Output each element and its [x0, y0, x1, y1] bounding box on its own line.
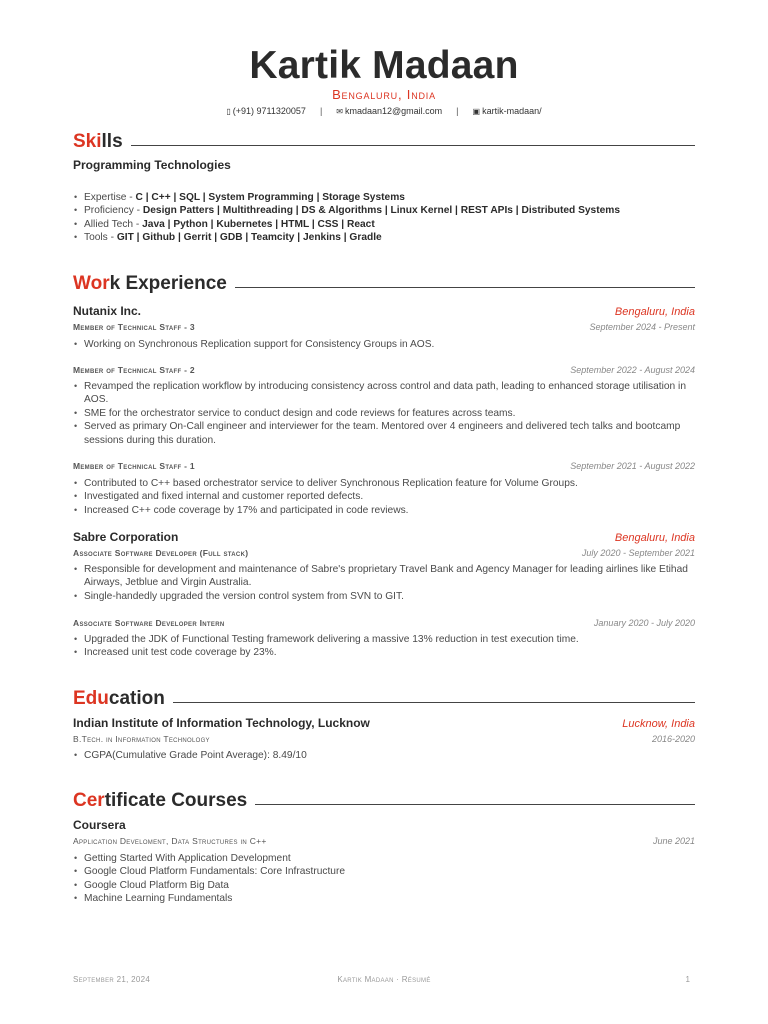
linkedin-icon: ▣	[472, 107, 481, 116]
course-title: Application Develoment, Data Structures in C++	[73, 836, 267, 846]
email-contact[interactable]	[336, 106, 442, 116]
section-title: Work Experience	[73, 273, 227, 294]
list-item: • Machine Learning Fundamentals	[73, 892, 695, 905]
list-item: • Expertise - C | C++ | SQL | System Programming | Storage Systems	[73, 191, 695, 204]
role-bullets	[73, 338, 695, 351]
role-title: Member of Technical Staff - 3	[73, 322, 195, 332]
degree-dates: 2016-2020	[651, 734, 695, 744]
list-item: • Proficiency - Design Patters | Multithreading | DS & Algorithms | Linux Kernel | REST APIs | Distributed Systems	[73, 204, 695, 217]
list-item: • Contributed to C++ based orchestrator service to deliver Synchronous Replication feature for Volume Groups.	[73, 477, 695, 490]
list-item: • Upgraded the JDK of Functional Testing framework delivering a massive 13% reduction in test execution time.	[73, 633, 695, 646]
candidate-location: Bengaluru, India	[332, 87, 436, 102]
role-dates: September 2024 - Present	[589, 322, 695, 332]
employer-row	[73, 530, 695, 544]
section-title: Education	[73, 688, 165, 709]
list-item: • Google Cloud Platform Big Data	[73, 879, 695, 892]
role-row	[73, 461, 695, 471]
list-item: • Increased unit test code coverage by 23%.	[73, 646, 695, 659]
course-date: June 2021	[652, 836, 695, 846]
list-item: • Working on Synchronous Replication support for Consistency Groups in AOS.	[73, 338, 695, 351]
role-title: Member of Technical Staff - 2	[73, 365, 195, 375]
degree-title: B.Tech. in Information Technology	[73, 734, 210, 744]
linkedin-contact[interactable]	[473, 106, 542, 116]
employer-row	[73, 304, 695, 318]
section-rule	[173, 702, 695, 703]
role-dates: September 2021 - August 2022	[570, 461, 695, 471]
list-item: • Responsible for development and maintenance of Sabre's proprietary Travel Bank and Agency Manager for leading airlines like Etihad Airways, Jetblue and Virgin Australia.	[73, 563, 695, 590]
role-bullets	[73, 477, 695, 517]
list-item: • Tools - GIT | Github | Gerrit | GDB | Teamcity | Jenkins | Gradle	[73, 231, 695, 244]
education-bullets	[73, 749, 695, 762]
degree-row	[73, 734, 695, 744]
phone-number: (+91) 9711320057	[232, 106, 306, 116]
role-title: Member of Technical Staff - 1	[73, 461, 195, 471]
candidate-name: Kartik Madaan	[249, 44, 519, 87]
employer-location: Bengaluru, India	[614, 532, 695, 544]
list-item: • Google Cloud Platform Fundamentals: Core Infrastructure	[73, 865, 695, 878]
separator: |	[456, 106, 459, 116]
footer-title: Kartik Madaan · Résumé	[337, 975, 431, 984]
role-row	[73, 322, 695, 332]
role-title: Associate Software Developer Intern	[73, 618, 225, 628]
provider-row	[73, 818, 695, 832]
section-certificate-courses	[73, 790, 695, 812]
section-rule	[131, 145, 695, 146]
skills-list	[73, 191, 695, 245]
list-item: • Allied Tech - Java | Python | Kubernetes | HTML | CSS | React	[73, 218, 695, 231]
section-skills	[73, 131, 695, 153]
role-bullets	[73, 563, 695, 603]
employer-name: Nutanix Inc.	[73, 304, 142, 318]
provider-name: Coursera	[73, 818, 126, 832]
section-rule	[235, 287, 695, 288]
certificate-bullets	[73, 852, 695, 906]
section-rule	[255, 804, 695, 805]
section-title: Skills	[73, 131, 123, 152]
skills-subtitle: Programming Technologies	[73, 158, 231, 172]
role-row	[73, 548, 695, 558]
phone-icon: ▯	[226, 107, 231, 116]
list-item: • Investigated and fixed internal and customer reported defects.	[73, 490, 695, 503]
contact-bar	[73, 106, 695, 116]
envelope-icon: ✉	[336, 107, 343, 116]
resume-page	[73, 0, 695, 1024]
linkedin-handle: kartik-madaan/	[482, 106, 542, 116]
school-name: Indian Institute of Information Technology, Lucknow	[73, 716, 370, 730]
section-work-experience	[73, 273, 695, 295]
role-row	[73, 365, 695, 375]
role-dates: September 2022 - August 2024	[570, 365, 695, 375]
section-title: Certificate Courses	[73, 790, 248, 811]
role-bullets	[73, 380, 695, 447]
list-item: • Single-handedly upgraded the version control system from SVN to GIT.	[73, 590, 695, 603]
separator: |	[319, 106, 323, 116]
role-row	[73, 618, 695, 628]
list-item: • Served as primary On-Call engineer and interviewer for the team. Mentored over 4 engineers and delivered tech talks and bootcamp sessions during this duration.	[73, 420, 695, 447]
footer-date: September 21, 2024	[73, 975, 151, 984]
phone-contact[interactable]	[226, 106, 306, 116]
role-dates: July 2020 - September 2021	[581, 548, 695, 558]
role-bullets	[73, 633, 695, 660]
school-location: Lucknow, India	[622, 718, 695, 730]
list-item: • Increased C++ code coverage by 17% and participated in code reviews.	[73, 504, 695, 517]
employer-location: Bengaluru, India	[614, 306, 695, 318]
page-number: 1	[685, 975, 690, 984]
list-item: • SME for the orchestrator service to conduct design and code reviews for features across teams.	[73, 407, 695, 420]
list-item: • Getting Started With Application Development	[73, 852, 695, 865]
school-row	[73, 716, 695, 730]
list-item: • CGPA(Cumulative Grade Point Average): 8.49/10	[73, 749, 695, 762]
role-title: Associate Software Developer (Full stack)	[73, 548, 249, 558]
list-item: • Revamped the replication workflow by introducing consistency across control and data path, leading to enhanced storage utilisation in AOS.	[73, 380, 695, 407]
role-dates: January 2020 - July 2020	[593, 618, 695, 628]
section-education	[73, 688, 695, 710]
course-row	[73, 836, 695, 846]
email-address: kmadaan12@gmail.com	[344, 106, 443, 116]
employer-name: Sabre Corporation	[73, 530, 179, 544]
